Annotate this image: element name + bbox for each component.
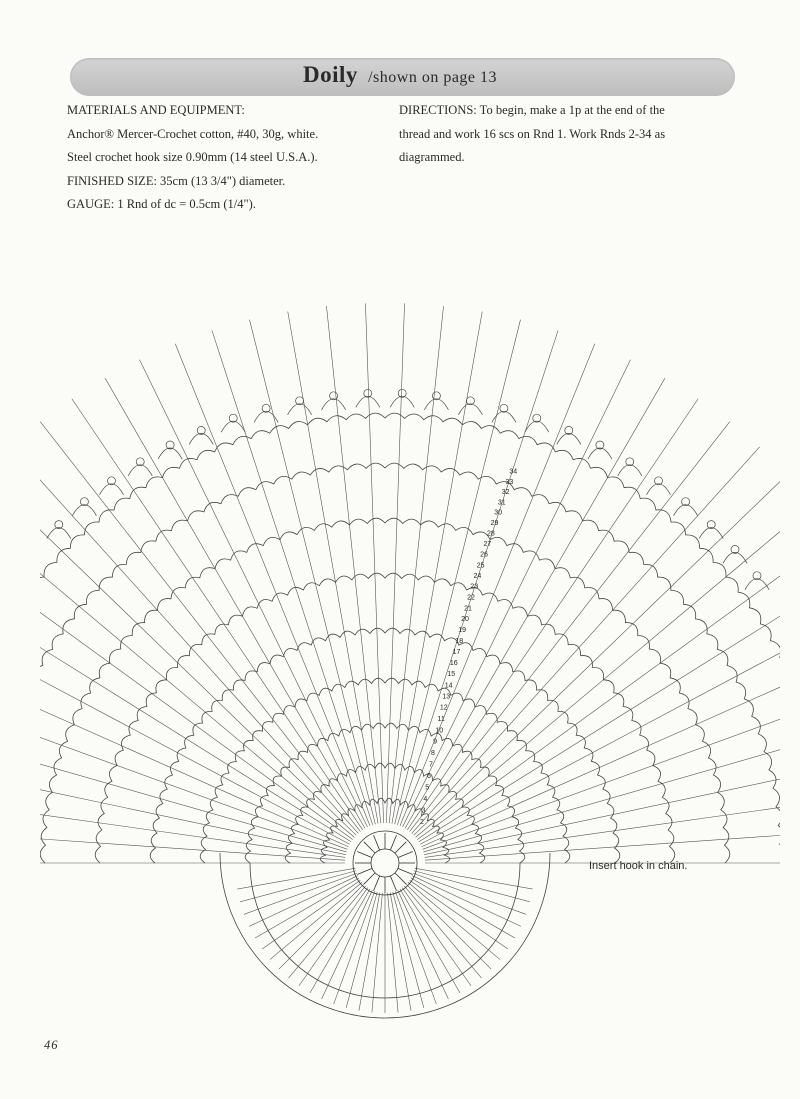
chart-ray [389, 306, 443, 823]
round-label: 26 [480, 551, 488, 559]
chart-ray [359, 893, 380, 1011]
chart-ray [255, 878, 359, 938]
chart-scallop [588, 448, 612, 459]
round-label: 31 [497, 499, 506, 507]
chart-ray [250, 320, 376, 825]
round-label: 3 [421, 807, 426, 815]
directions-section [399, 99, 739, 170]
chart-ray [419, 566, 780, 842]
chart-round-arc [40, 463, 780, 863]
chart-ray [393, 892, 424, 1008]
gauge: GAUGE: 1 Rnd of dc = 0.5cm (1/4"). [67, 197, 256, 211]
chart-round-arc [40, 413, 780, 863]
chart-ray [237, 868, 355, 889]
materials-line: Steel crochet hook size 0.90mm (14 steel U.S.A.). [67, 150, 318, 164]
round-label: 28 [487, 530, 495, 538]
chart-scallop [745, 579, 769, 590]
chart-ray [372, 893, 382, 1013]
chart-ray [249, 876, 358, 927]
chart-scallop [72, 505, 96, 516]
center-stitch [357, 852, 372, 858]
title-main: Doily [302, 62, 358, 87]
round-label: 23 [470, 583, 479, 591]
chart-round-arc [40, 518, 730, 863]
chart-scallop [47, 528, 71, 539]
materials-heading: MATERIALS AND EQUIPMENT: [67, 103, 245, 117]
chart-ray [415, 868, 533, 889]
crochet-chart-diagram [40, 228, 780, 1028]
chart-round-arc [95, 573, 675, 863]
chart-scallop [356, 396, 380, 407]
center-stitch [390, 835, 396, 850]
chart-ray [398, 890, 449, 999]
chart-ray [408, 882, 500, 959]
chart-ray [388, 893, 398, 1013]
round-label: 13 [442, 693, 451, 701]
center-stitch [357, 868, 372, 874]
round-label: 14 [444, 682, 453, 690]
directions-line: diagrammed. [399, 150, 465, 164]
round-label: 6 [427, 772, 431, 780]
chart-ray [412, 876, 521, 927]
center-ring [371, 849, 399, 877]
chart-ray [140, 360, 368, 827]
chart-scallop [322, 399, 346, 410]
page-title [0, 62, 800, 88]
round-label: 16 [449, 660, 458, 668]
chart-scallop [647, 484, 671, 495]
chart-ray [288, 312, 378, 824]
round-label: 12 [439, 704, 448, 712]
chart-ray [262, 880, 360, 949]
chart-ray [310, 889, 370, 993]
chart-scallop [525, 421, 549, 432]
round-label: 11 [437, 716, 445, 723]
chart-ray [40, 824, 345, 860]
chart-scallop [390, 396, 414, 407]
center-stitch [364, 842, 375, 853]
directions-line: thread and work 16 scs on Rnd 1. Work Rnds 2-34 as [399, 126, 666, 141]
chart-ray [322, 890, 373, 999]
chart-ray [400, 889, 460, 993]
chart-scallop [674, 505, 698, 516]
chart-ray [403, 360, 631, 827]
round-label: 34 [509, 468, 518, 476]
center-stitch [364, 873, 375, 884]
round-label: 2 [420, 818, 424, 826]
chart-ray [417, 534, 780, 840]
chart-scallop [158, 448, 182, 459]
round-label: 25 [476, 562, 485, 570]
chart-scallop [699, 528, 723, 539]
diagram-caption: Insert hook in chain. [589, 860, 688, 872]
chart-ray [289, 886, 366, 978]
chart-scallop [288, 404, 312, 415]
round-label: 33 [505, 478, 514, 486]
round-label: 20 [461, 616, 469, 624]
round-label: 10 [435, 727, 444, 735]
round-label: 17 [452, 649, 461, 657]
round-label: 15 [447, 671, 456, 679]
round-label: 32 [501, 489, 510, 496]
chart-scallop [100, 484, 124, 495]
chart-ray [40, 447, 358, 833]
chart-scallop [221, 421, 245, 432]
chart-scallop [723, 552, 747, 563]
chart-ray [40, 785, 345, 857]
chart-ray [390, 893, 411, 1011]
materials-line: Anchor® Mercer-Crochet cotton, #40, 30g, white. [67, 126, 319, 141]
chart-ray [365, 303, 383, 823]
chart-ray [420, 600, 780, 844]
chart-ray [416, 503, 780, 837]
chart-ray [392, 312, 482, 824]
round-label: 4 [423, 795, 428, 803]
round-label: 30 [494, 509, 502, 517]
chart-ray [402, 888, 471, 986]
chart-ray [405, 378, 665, 828]
chart-scallop [557, 433, 581, 444]
chart-ray [346, 892, 377, 1008]
chart-scallop [189, 433, 213, 444]
round-label: 7 [429, 761, 433, 769]
finished-size: FINISHED SIZE: 35cm (13 3/4") diameter. [67, 173, 286, 188]
chart-ray [410, 880, 508, 949]
materials-section [67, 99, 387, 217]
chart-scallop [128, 465, 152, 476]
round-label: 8 [431, 750, 435, 757]
round-label: 27 [483, 541, 492, 549]
page-number: 46 [44, 1038, 59, 1052]
chart-ray [404, 886, 481, 978]
round-label: 19 [458, 627, 466, 635]
chart-ray [326, 306, 380, 823]
round-label: 18 [455, 638, 464, 645]
round-label: 22 [467, 594, 475, 602]
chart-ray [386, 303, 404, 823]
chart-ray [299, 888, 368, 986]
chart-scallop [424, 399, 448, 410]
chart-scallop [458, 404, 482, 415]
chart-ray [105, 378, 365, 828]
chart-ray [395, 320, 521, 825]
title-subtitle: /shown on page 13 [368, 69, 498, 86]
round-label: 24 [473, 572, 482, 580]
chart-ray [412, 447, 760, 833]
chart-ray [40, 422, 360, 832]
chart-ray [40, 474, 356, 835]
center-stitch [395, 873, 406, 884]
center-stitch [390, 876, 396, 891]
center-stitch [374, 835, 380, 850]
chart-ray [414, 871, 530, 902]
center-stitch [398, 868, 413, 874]
center-stitch [398, 852, 413, 858]
round-label: 21 [464, 605, 472, 613]
chart-scallop [618, 465, 642, 476]
center-stitch [395, 842, 406, 853]
round-label: 9 [433, 738, 438, 746]
directions-line: DIRECTIONS: To begin, make a 1p at the end of the [399, 103, 665, 117]
chart-ray [40, 534, 353, 840]
round-label: 29 [490, 520, 499, 528]
chart-ray [411, 878, 515, 938]
center-stitch [374, 876, 380, 891]
chart-ray [240, 871, 356, 902]
round-label: 5 [425, 784, 430, 792]
chart-ray [270, 882, 362, 959]
